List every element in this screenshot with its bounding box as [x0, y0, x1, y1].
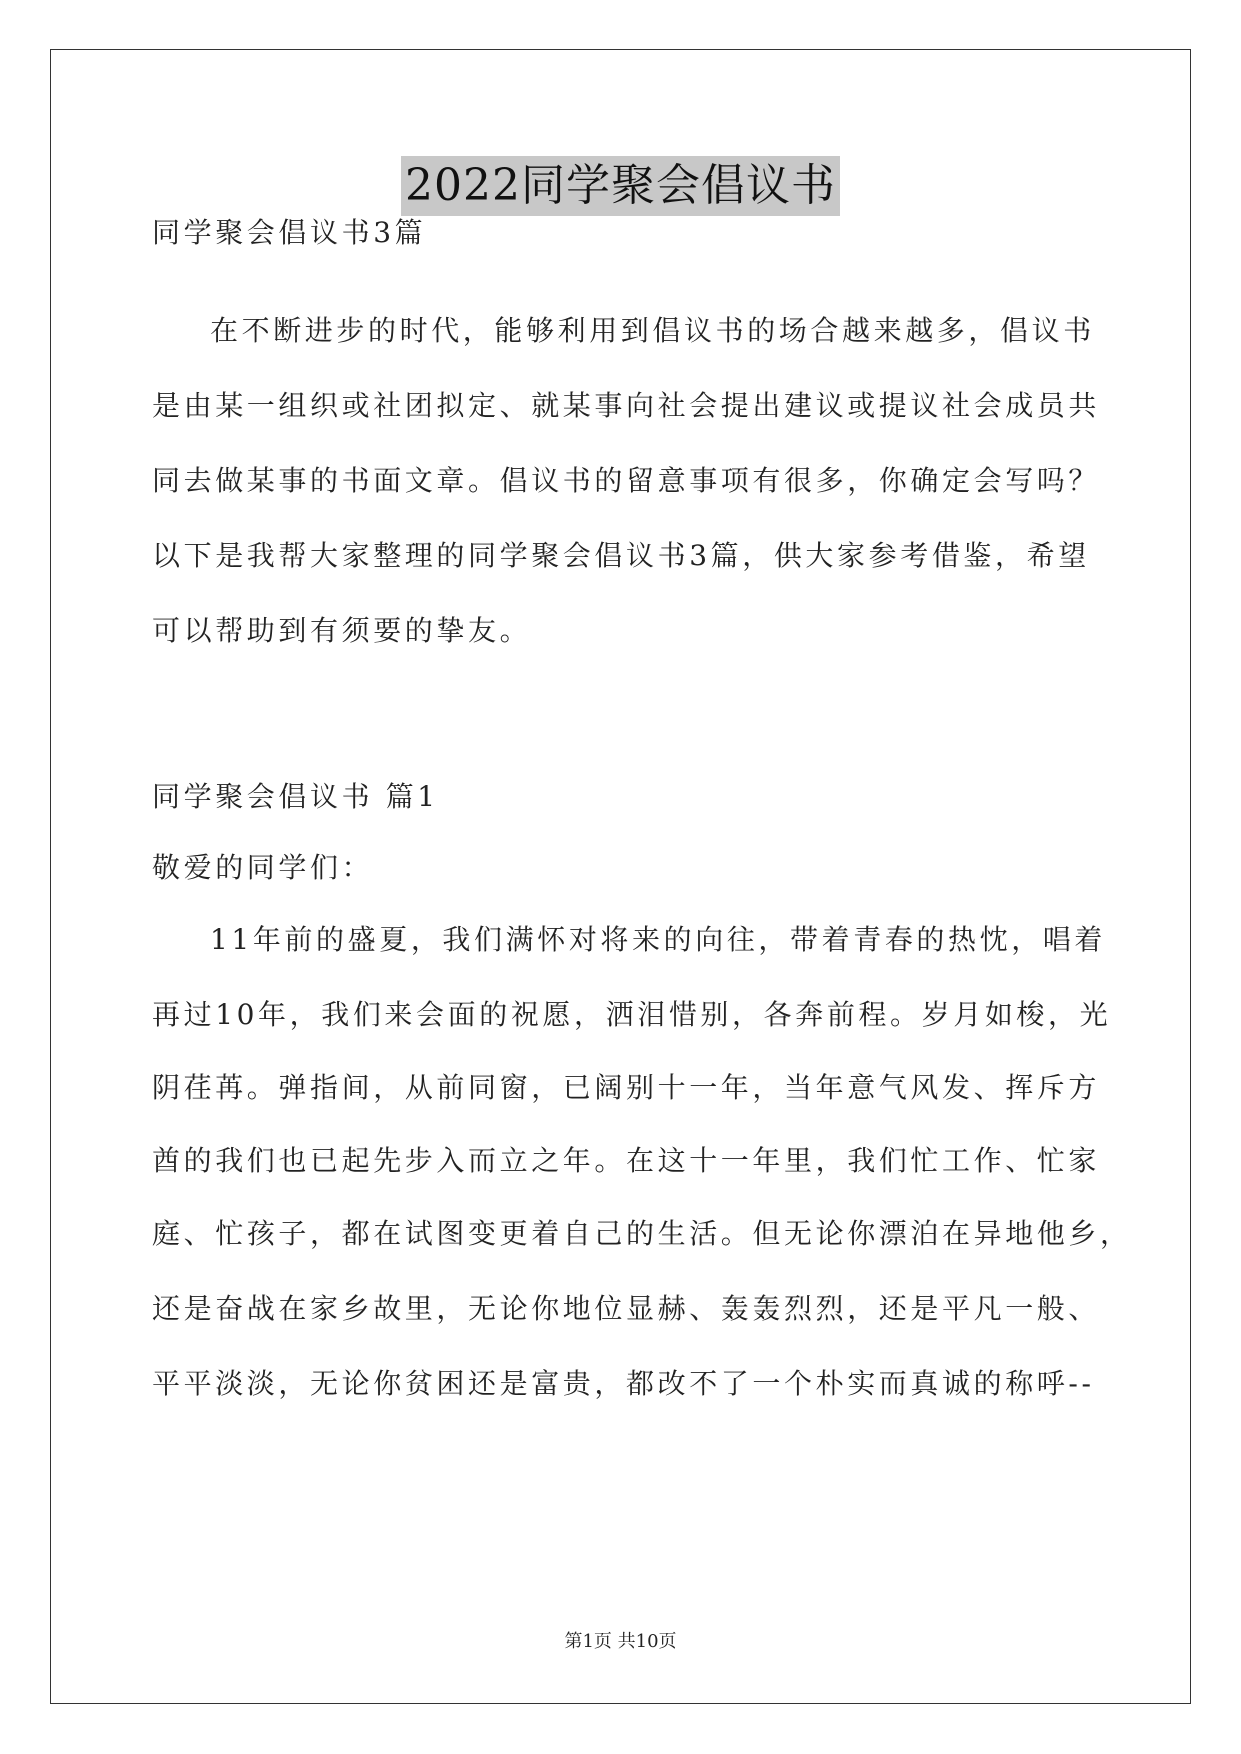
salutation-line: 敬爱的同学们：	[152, 851, 374, 884]
section-heading-1: 同学聚会倡议书 篇1	[152, 780, 439, 813]
title-container	[0, 156, 1241, 216]
subtitle-line: 同学聚会倡议书3篇	[152, 216, 427, 249]
body-line-1: 11年前的盛夏，我们满怀对将来的向往，带着青春的热忱，唱着	[210, 923, 1107, 956]
body-line-6: 还是奋战在家乡故里，无论你地位显赫、轰轰烈烈，还是平凡一般、	[152, 1292, 1101, 1325]
body-line-7: 平平淡淡，无论你贫困还是富贵，都改不了一个朴实而真诚的称呼--	[152, 1367, 1095, 1400]
intro-line-3: 同去做某事的书面文章。倡议书的留意事项有很多，你确定会写吗？	[152, 464, 1101, 497]
body-line-5: 庭、忙孩子，都在试图变更着自己的生活。但无论你漂泊在异地他乡，	[152, 1217, 1132, 1250]
body-line-3: 阴荏苒。弹指间，从前同窗，已阔别十一年，当年意气风发、挥斥方	[152, 1071, 1101, 1104]
intro-line-2: 是由某一组织或社团拟定、就某事向社会提出建议或提议社会成员共	[152, 389, 1101, 422]
intro-line-4: 以下是我帮大家整理的同学聚会倡议书3篇，供大家参考借鉴，希望	[152, 539, 1090, 572]
document-title: 2022同学聚会倡议书	[401, 156, 840, 216]
intro-line-1: 在不断进步的时代，能够利用到倡议书的场合越来越多，倡议书	[210, 314, 1095, 347]
intro-line-5: 可以帮助到有须要的挚友。	[152, 614, 532, 647]
page-number-footer: 第1页 共10页	[564, 1631, 677, 1652]
body-line-4: 酋的我们也已起先步入而立之年。在这十一年里，我们忙工作、忙家	[152, 1144, 1101, 1177]
body-line-2: 再过10年，我们来会面的祝愿，洒泪惜别，各奔前程。岁月如梭，光	[152, 998, 1112, 1031]
